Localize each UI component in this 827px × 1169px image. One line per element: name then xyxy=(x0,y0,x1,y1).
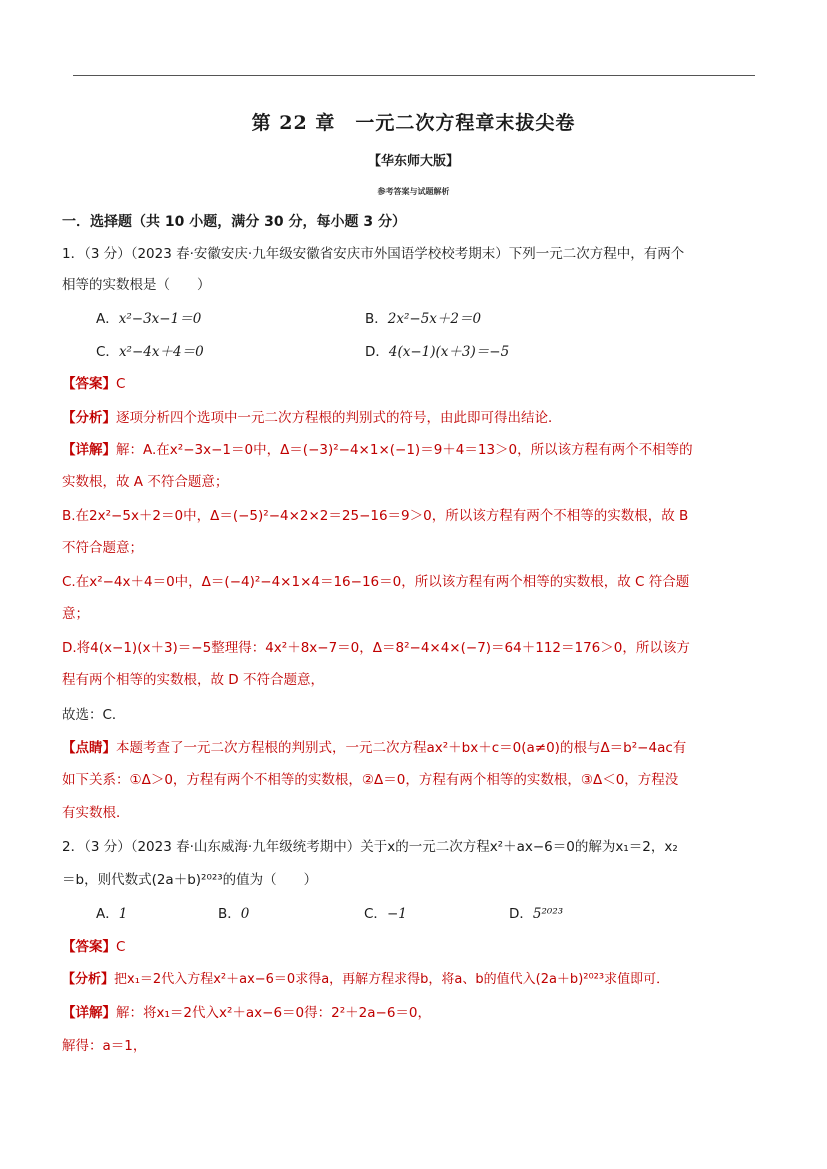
q1-detail-line4: 不符合题意； xyxy=(62,540,143,556)
q2-detail-line1: 【详解】解：将x₁＝2代入x²＋ax−6＝0得：2²＋2a−6＝0， xyxy=(62,1005,431,1021)
q1-detail-line1: 【详解】解：A.在x²−3x−1＝0中，Δ＝(−3)²−4×1×(−1)＝9＋4＝13＞0，所以该方程有两个不相等的 xyxy=(62,442,693,458)
q1-choose: 故选：C． xyxy=(62,707,126,723)
q1-analysis: 【分析】逐项分析四个选项中一元二次方程根的判别式的符号，由此即可得出结论． xyxy=(62,410,562,426)
q1-detail-line3: B.在2x²−5x＋2＝0中，Δ＝(−5)²−4×2×2＝25−16＝9＞0，所以该方程有两个不相等的实数根，故 B xyxy=(62,508,689,524)
q1-comment-line2: 如下关系：①Δ＞0，方程有两个不相等的实数根，②Δ＝0，方程有两个相等的实数根，③Δ＜0，方程没 xyxy=(62,772,679,788)
q1-option-c: C．x²−4x＋4＝0 xyxy=(96,344,204,360)
q1-option-a: A．x²−3x−1＝0 xyxy=(96,311,202,327)
q1-detail-line8: 程有两个相等的实数根，故 D 不符合题意， xyxy=(62,672,324,688)
q1-detail-line5: C.在x²−4x＋4＝0中，Δ＝(−4)²−4×1×4＝16−16＝0，所以该方程有两个相等的实数根，故 C 符合题 xyxy=(62,574,690,590)
q2-stem-line1: 2．（3 分）（2023 春·山东威海·九年级统考期中）关于x的一元二次方程x²＋ax−6＝0的解为x₁＝2，x₂ xyxy=(62,839,678,855)
q2-option-b: B．0 xyxy=(218,906,250,922)
header-rule xyxy=(73,75,755,76)
q1-comment-line1: 【点睛】本题考查了一元二次方程根的判别式，一元二次方程ax²＋bx＋c＝0(a≠0)的根与Δ＝b²−4ac有 xyxy=(62,740,687,756)
q1-stem-line2: 相等的实数根是（ ） xyxy=(62,277,211,293)
q1-detail-line6: 意； xyxy=(62,606,89,622)
q2-option-a: A．1 xyxy=(96,906,128,922)
q1-detail-line7: D.将4(x−1)(x＋3)＝−5整理得：4x²＋8x−7＝0，Δ＝8²−4×4×(−7)＝64＋112＝176＞0，所以该方 xyxy=(62,640,690,656)
q2-answer: 【答案】C xyxy=(62,939,126,955)
q1-stem-line1: 1．（3 分）（2023 春·安徽安庆·九年级安徽省安庆市外国语学校校考期末）下列一元二次方程中，有两个 xyxy=(62,246,685,262)
q1-answer: 【答案】C xyxy=(62,376,126,392)
edition-label: 【华东师大版】 xyxy=(367,154,459,169)
q1-comment-line3: 有实数根． xyxy=(62,805,130,821)
q2-stem-line2: ＝b，则代数式(2a＋b)²⁰²³的值为（ ） xyxy=(62,872,318,888)
q1-option-d: D．4(x−1)(x＋3)＝−5 xyxy=(365,344,510,360)
q1-detail-line2: 实数根，故 A 不符合题意； xyxy=(62,474,229,490)
subtitle: 参考答案与试题解析 xyxy=(377,187,450,196)
q2-analysis: 【分析】把x₁＝2代入方程x²＋ax−6＝0求得a，再解方程求得b，将a、b的值代入(2a＋b)²⁰²³求值即可． xyxy=(62,972,670,987)
q2-detail-line2: 解得：a＝1， xyxy=(62,1038,147,1054)
section-heading: 一．选择题（共 10 小题，满分 30 分，每小题 3 分） xyxy=(62,214,406,230)
q2-option-d: D．5²⁰²³ xyxy=(509,906,564,922)
q2-option-c: C．−1 xyxy=(364,906,407,922)
page-title: 第 22 章 一元二次方程章末拔尖卷 xyxy=(251,112,576,134)
q1-option-b: B．2x²−5x＋2＝0 xyxy=(365,311,482,327)
